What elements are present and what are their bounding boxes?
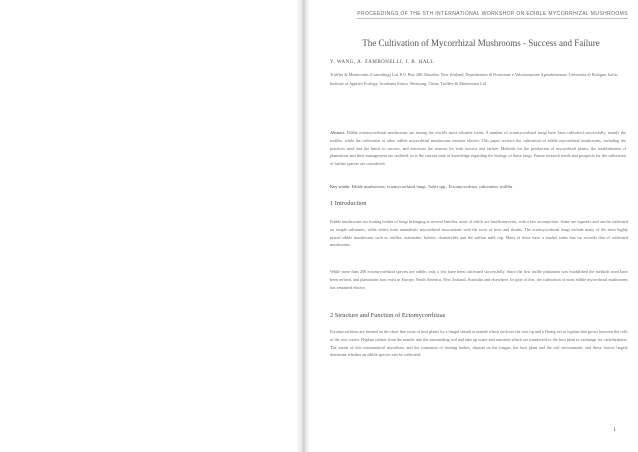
abstract-label: Abstract: xyxy=(330,130,346,135)
book-gutter-shadow xyxy=(296,0,310,452)
author-affiliations: Truffles & Mushrooms (Consulting) Ltd, P.O. Box 268, Dunedin, New Zealand; Dipartimento di Protezione e Valorizzazione Agroalimentare, Università di Bologna, Italia; Institute of Applied Ecology, Academia Sinica, Shenyang, China; Truffles & Mushrooms Ltd xyxy=(330,72,618,86)
running-header: PROCEEDINGS OF THE 5TH INTERNATIONAL WORKSHOP ON EDIBLE MYCORRHIZAL MUSHROOMS xyxy=(357,11,628,17)
section-heading-structure: 2 Structure and Function of Ectomycorrhizas xyxy=(330,312,446,319)
structure-paragraph-1: Ectomycorrhizas are formed on the short fine roots of host plants by a fungal sheath or mantle which encloses the root tip and a Hartig net of hyphae that grows between the cells of the root cortex. Hyphae radiate from the mantle into the surrounding soil and take up water and nutrients which are transferred to the host plant in exchange for carbohydrates. The extent of this extramatrical mycelium, and the formation of fruiting bodies, depend on the fungus, the host plant and the soil environment, and these factors largely determine whether an edible species can be cultivated. xyxy=(330,329,628,358)
author-list: Y. WANG, A. ZAMBONELLI, I. R. HALL xyxy=(330,60,435,65)
section-heading-introduction: 1 Introduction xyxy=(330,200,367,207)
introduction-paragraph-2: While more than 200 ectomycorrhizal species are edible, only a few have been cultivated successfully. Since the first truffle plantation was established the methods used have been refined, and plantations now exist in Europe, North America, New Zealand, Australia and elsewhere. In spite of this, the cultivation of most edible mycorrhizal mushrooms has remained elusive. xyxy=(330,269,628,290)
article-page xyxy=(310,0,638,452)
keywords-label: Key words: xyxy=(330,184,351,189)
abstract-text: Edible ectomycorrhizal mushrooms are among the world's most valuable foods. A number of ectomycorrhizal fungi have been cultivated successfully, mainly the truffles, while the cultivation of other edible mycorrhizal mushrooms remains elusive. This paper reviews the cultivation of edible mycorrhizal mushrooms, including the practices used and the limits to success, and discusses the reasons for both success and failure. Methods for the production of mycorrhizal plants, the establishment of plantations and their management are outlined, as is the current state of knowledge regarding the biology of these fungi. Future research needs and prospects for the cultivation of further species are considered. xyxy=(330,130,626,166)
facing-blank-page xyxy=(0,0,300,452)
introduction-paragraph-1: Edible mushrooms are fruiting bodies of fungi belonging to several families, most of which are basidiomycetes, with a few ascomycetes. Some are saprobic and can be cultivated on simple substrates, while others form mutualistic mycorrhizal associations with the roots of trees and shrubs. The ectomycorrhizal fungi include many of the most highly prized edible mushrooms such as truffles, matsutake, boletes, chanterelles and the saffron milk cap. Many of these have a market value that far exceeds that of cultivated mushrooms. xyxy=(330,219,628,248)
keywords-block xyxy=(330,184,626,189)
page-number: 1 xyxy=(613,428,616,433)
paper-title: The Cultivation of Mycorrhizal Mushrooms - Success and Failure xyxy=(362,38,600,48)
abstract-block xyxy=(330,129,626,168)
keywords-text: Edible mushrooms, ectomycorrhizal fungi, Tuber spp., Ectomycorrhiza, cultivation, truffles xyxy=(351,184,513,189)
